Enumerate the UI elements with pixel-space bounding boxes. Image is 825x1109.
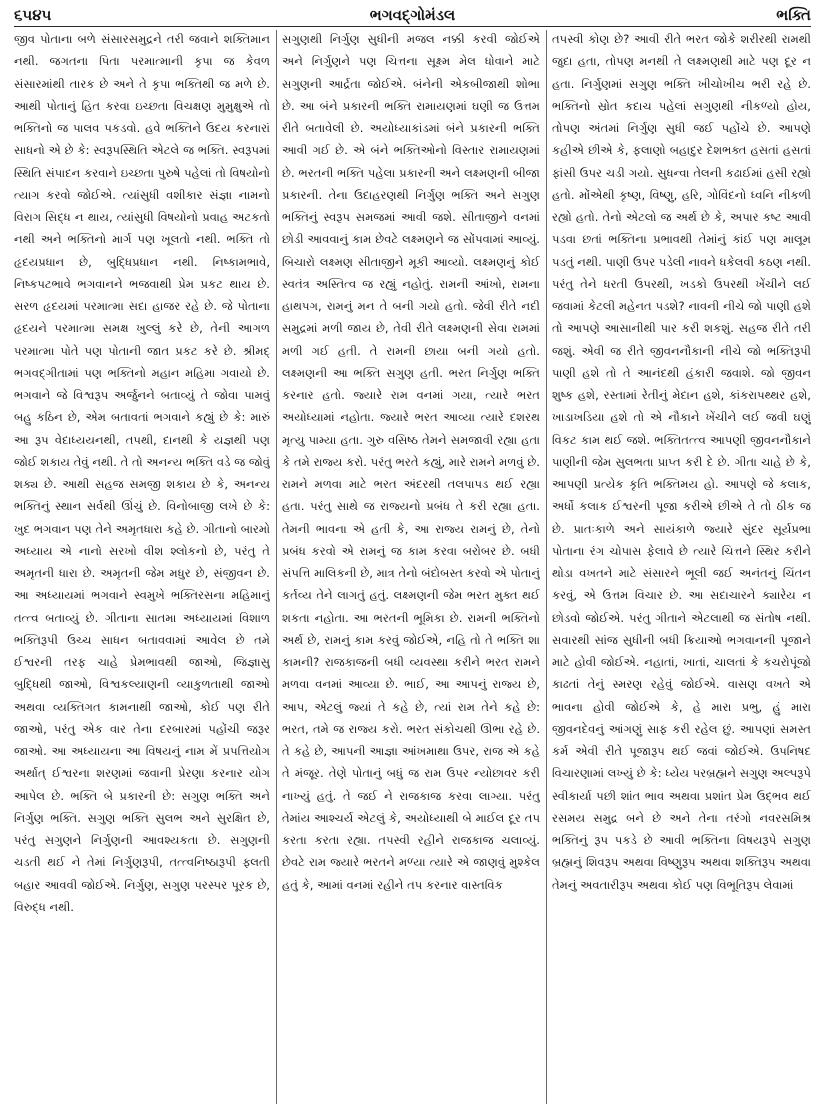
column-divider: [546, 30, 547, 1104]
column-paragraph: સગુણથી નિર્ગુણ સુધીની મજલ નક્કી કરવી જોઈએ અને નિર્ગુણને પણ ચિત્તના સૂક્ષ્મ મેલ ધોવાને માટે સગુણની આર્દ્રતા જોઈએ. બંનેની એકબીજાથી શોભા છે. આ બંને પ્રકારની ભક્તિ રામાયણમાં ઘણી જ ઉત્તમ રીતે બતાવેલી છે. અયોધ્યાકાંડમાં બંને પ્રકારની ભક્તિ આવી ગઈ છે. એ બંને ભક્તિઓનો વિસ્તાર રામાયણમાં છે. ભરતની ભક્તિ પહેલા પ્રકારની અને લક્ષ્મણની બીજા પ્રકારની. તેના ઉદાહરણથી નિર્ગુણ ભક્તિ અને સગુણ ભક્તિનું સ્વરૂપ સમજમાં આવી જશે. સીતાજીને વનમાં છોડી આવવાનું કામ છેવટે લક્ષ્મણને જ સોંપવામાં આવ્યું. બિચારો લક્ષ્મણ સીતાજીને મૂકી આવ્યો. લક્ષ્મણનું કોઈ સ્વતંત્ર અસ્તિત્વ જ રહ્યું નહોતું. રામની આંખો, રામના હાથપગ, રામનું મન તે બની ગયો હતો. જેવી રીતે નદી સમુદ્રમાં મળી જાય છે, તેવી રીતે લક્ષ્મણની સેવા રામમાં મળી ગઈ હતી. તે રામની છાયા બની ગયો હતો. લક્ષ્મણની આ ભક્તિ સગુણ હતી. ભરત નિર્ગુણ ભક્તિ કરનાર હતો. જ્યારે રામ વનમાં ગયા, ત્યારે ભરત અયોધ્યામાં નહોતા. જ્યારે ભરત આવ્યા ત્યારે દશરથ મૃત્યુ પામ્યા હતા. ગુરુ વસિષ્ઠ તેમને સમજાવી રહ્યા હતા કે તમે રાજ્ય કરો. પરંતુ ભરતે કહ્યું, મારે રામને મળવું છે. રામને મળવા માટે ભરત અંદરથી તલપાપડ થઈ રહ્યા હતા. પરંતુ સાથે જ રાજ્યનો પ્રબંધ તે કરી રહ્યા હતા. તેમની ભાવના એ હતી કે, આ રાજ્ય રામનું છે, તેનો પ્રબંધ કરવો એ રામનું જ કામ કરવા બરોબર છે. બધી સંપત્તિ માલિકની છે, માત્ર તેનો બંદોબસ્ત કરવો એ પોતાનું કર્તવ્ય તેને લાગતું હતું. લક્ષ્મણની જેમ ભરત મુક્ત થઈ શકતા નહોતા. આ ભરતની ભૂમિકા છે. રામની ભક્તિનો અર્થ છે, રામનું કામ કરવું જોઈએ, નહિ તો તે ભક્તિ શા કામની? રાજકાજની બધી વ્યવસ્થા કરીને ભરત રામને મળવા વનમાં આવ્યા છે. ભાઈ, આ આપનું રાજ્ય છે, આપ, એટલું જ્યાં તે કહે છે, ત્યાં રામ તેને કહે છે: ભરત, તમે જ રાજ્ય કરો. ભરત સંકોચથી ઊભા રહે છે. તે કહે છે, આપની આજ્ઞા આંખમાથા ઉપર, રાજ એ કહે તે મંજૂર. તેણે પોતાનું બધું જ રામ ઉપર ન્યોછાવર કરી નાખ્યું હતું. તે જઈ ને રાજકાજ કરવા લાગ્યા. પરંતુ તેમાંય આશ્ચર્ય એટલું કે, અયોધ્યાથી બે માઈલ દૂર તપ કરતા કરતા રહ્યા. તપસ્વી રહીને રાજકાજ ચલાવ્યું. છેવટે રામ જ્યારે ભરતને મળ્યા ત્યારે એ જાણવું મુશ્કેલ હતું કે, આમાં વનમાં રહીને તપ કરનાર વાસ્તવિક: [282, 32, 540, 892]
text-column-left: [14, 28, 270, 1104]
text-column-middle: [282, 28, 540, 1104]
page-header: [14, 4, 811, 27]
text-column-right: [552, 28, 811, 1104]
column-divider: [276, 30, 277, 1104]
column-paragraph: તપસ્વી કોણ છે? આવી રીતે ભરત જોકે શરીરથી રામથી જુદા હતા, તોપણ મનથી તે લક્ષ્મણથી માટે પણ દૂર ન હતા. નિર્ગુણમાં સગુણ ભક્તિ ખીચોખીચ ભરી રહે છે. ભક્તિનો સ્રોત કદાચ પહેલાં સગુણથી નીકળ્યો હોય, તોપણ અંતમાં નિર્ગુણ સુધી જઈ પહોંચે છે. આપણે કહીએ છીએ કે, ફલાણો બહાદુર દેશભક્ત હસતાં હસતાં ફાંસી ઉપર ચડી ગયો. સુધન્વા તેલની કઢાઈમાં હસી રહ્યો હતો. મોંએથી કૃષ્ણ, વિષ્ણુ, હરિ, ગોવિંદનો ધ્વનિ નીકળી રહ્યો હતો. તેનો એટલો જ અર્થ છે કે, અપાર કષ્ટ આવી પડવા છતાં ભક્તિના પ્રભાવથી તેમાંનું કાંઈ પણ માલૂમ પડતું નથી. પાણી ઉપર પડેલી નાવને ધકેલવી કઠણ નથી. પરંતુ તેને ધરતી ઉપરથી, ખડકો ઉપરથી ખેંચીને લઈ જવામાં કેટલી મહેનત પડશે? નાવની નીચે જો પાણી હશે તો આપણે આસાનીથી પાર કરી શકશું. સહજ રીતે તરી જશું. એવી જ રીતે જીવનનૌકાની નીચે જો ભક્તિરૂપી પાણી હશે તો તે આનંદથી હંકારી જવાશે. જો જીવન શુષ્ક હશે, રસ્તામાં રેતીનું મેદાન હશે, કાંકરાપથ્થર હશે, ખાડાખડિયા હશે તો એ નૌકાને ખેંચીને લઈ જવી ઘણું વિકટ કામ થઈ જશે. ભક્તિતત્ત્વ આપણી જીવનનૌકાને પાણીની જેમ સુલભતા પ્રાપ્ત કરી દે છે. ગીતા ચાહે છે કે, આપણી પ્રત્યેક કૃતિ ભક્તિમય હો. આપણે જે કલાક, અર્ધો કલાક ઈશ્વરની પૂજા કરીએ છીએ તે તો ઠીક જ છે. પ્રાતઃકાળે અને સાયંકાળે જ્યારે સુંદર સૂર્યપ્રભા પોતાના રંગ ચોપાસ ફેલાવે છે ત્યારે ચિત્તને સ્થિર કરીને થોડા વખતને માટે સંસારને ભૂલી જઈ અનંતનું ચિંતન કરવું, એ ઉત્તમ વિચાર છે. આ સદાચારને ક્યારેય ન છોડવો જોઈએ. પરંતુ ગીતાને એટલાથી જ સંતોષ નથી. સવારથી સાંજ સુધીની બધી ક્રિયાઓ ભગવાનની પૂજાને માટે હોવી જોઈએ. નહાતાં, ખાતાં, ચાલતાં કે કચરોપૂંજો કાઢતાં તેનું સ્મરણ રહેવું જોઈએ. વાસણ વખતે એ ભાવના હોવી જોઈએ કે, હે મારા પ્રભુ, હું મારા જીવનદેવનું આંગણું સાફ કરી રહેલ છું. આપણાં સમસ્ત કર્મ એવી રીતે પૂજારૂપ થઈ જવાં જોઈએ. ઉપનિષદ વિચારણામાં લખ્યું છે કે: ધ્યેય પરબ્રહ્મને સગુણ અલ્પરૂપે સ્વીકાર્યા પછી શાંત ભાવ અથવા પ્રશાંત પ્રેમ ઉદ્ભવ થઈ રસમય સમુદ્ર બને છે અને તેના તરંગો નવરસમિશ્ર ભક્તિનું રૂપ પકડે છે આવી ભક્તિના વિષયરૂપે સગુણ બ્રહ્મનું શિવરૂપ અથવા વિષ્ણુરૂપ અથવા શક્તિરૂપ અથવા તેમનું અવતારીરૂપ અથવા કોઈ પણ વિભૂતિરૂપ લેવામાં: [552, 32, 811, 892]
entry-word-header: ભક્તિ: [776, 6, 811, 24]
page-number: ૬૫૪૫: [14, 6, 52, 24]
dictionary-title: ભગવદ્ગોમંડલ: [369, 6, 456, 24]
column-paragraph: જીવ પોતાના બળે સંસારસમુદ્રને તરી જવાને શક્તિમાન નથી. જગતના પિતા પરમાત્માની કૃપા જ કેવળ સંસારમાંથી તારક છે અને તે કૃપા ભક્તિથી જ મળે છે. આથી પોતાનું હિત કરવા ઇચ્છતા વિચક્ષણ મુમુક્ષુએ તો ભક્તિનો જ પાલવ પકડવો. હવે ભક્તિને ઉદય કરનારાં સાધનો એ છે કે: સ્વરૂપસ્થિતિ એટલે જ ભક્તિ. સ્વરૂપમાં સ્થિતિ સંપાદન કરવાને ઇચ્છતા પુરુષે પહેલાં તો વિષયોનો ત્યાગ કરવો જોઈએ. ત્યાંસુધી વશીકાર સંજ્ઞા નામનો વિરાગ સિદ્ધ ન થાય, ત્યાંસુધી વિષયોનો પ્રવાહ અટકતો નથી અને ભક્તિનો માર્ગ પણ ખૂલતો નથી. ભક્તિ તો હૃદયપ્રધાન છે, બુદ્ધિપ્રધાન નથી. નિષ્કામભાવે, નિષ્કપટભાવે ભગવાનને ભજવાથી પ્રેમ પ્રકટ થાય છે. સરળ હૃદયમાં પરમાત્મા સદા હાજર રહે છે. જે પોતાના હૃદયને પરમાત્મા સમક્ષ ખુલ્લું કરે છે, તેની આગળ પરમાત્મા પોતે પણ પોતાની જાત પ્રકટ કરે છે. શ્રીમદ્ ભગવદ્ગીતામાં પણ ભક્તિનો મહાન મહિમા ગવાયો છે. ભગવાને જે વિશ્વરૂપ અર્જુનને બતાવ્યું તે જોવા પામવું બહુ કઠિન છે, એમ બતાવતાં ભગવાને કહ્યું છે કે: મારું આ રૂપ વેદાધ્યયનથી, તપથી, દાનથી કે યજ્ઞથી પણ જોઈ શકાય તેવું નથી. તે તો અનન્ય ભક્તિ વડે જ જોવું શક્ય છે. આથી સહજ સમજી શકાય છે કે, અનન્ય ભક્તિનું સ્થાન સર્વથી ઊંચું છે. વિનોબાજી લખે છે કે: ખુદ ભગવાન પણ તેને અમૃતધારા કહે છે. ગીતાનો બારમો અધ્યાય એ નાનો સરખો વીશ શ્લોકનો છે, પરંતુ તે અમૃતની ધારા છે. અમૃતની જેમ મધુર છે, સંજીવન છે. આ અધ્યાયમાં ભગવાને સ્વમુખે ભક્તિરસના મહિમાનું તત્ત્વ બતાવ્યું છે. ગીતાના સાતમા અધ્યાયમાં વિશાળ ભક્તિરૂપી ઉચ્ચ સાધન બતાવવામાં આવેલ છે તમે ઈશ્વરની તરફ ચાહે પ્રેમભાવથી જાઓ, જિજ્ઞાસુ બુદ્ધિથી જાઓ, વિશ્વકલ્યાણની વ્યાકુળતાથી જાઓ અથવા વ્યક્તિગત કામનાથી જાઓ, કોઈ પણ રીતે જાઓ, પરંતુ એક વાર તેના દરબારમાં પહોંચી જરૂર જાઓ. આ અધ્યાયના આ વિષયનું નામ મેં પ્રપત્તિયોગ અર્થાત્ ઈશ્વરના શરણમાં જવાની પ્રેરણા કરનાર યોગ આપેલ છે. ભક્તિ બે પ્રકારની છે: સગુણ ભક્તિ અને નિર્ગુણ ભક્તિ. સગુણ ભક્તિ સુલભ અને સુરક્ષિત છે, પરંતુ સગુણને નિર્ગુણની આવશ્યકતા છે. સગુણની ચડતી થઈ ને તેમાં નિર્ગુણરૂપી, તત્ત્વનિષ્ઠારૂપી ફ્લતી બહાર આવવી જોઈએ. નિર્ગુણ, સગુણ પરસ્પર પૂરક છે, વિરુદ્ધ નથી.: [14, 32, 270, 914]
